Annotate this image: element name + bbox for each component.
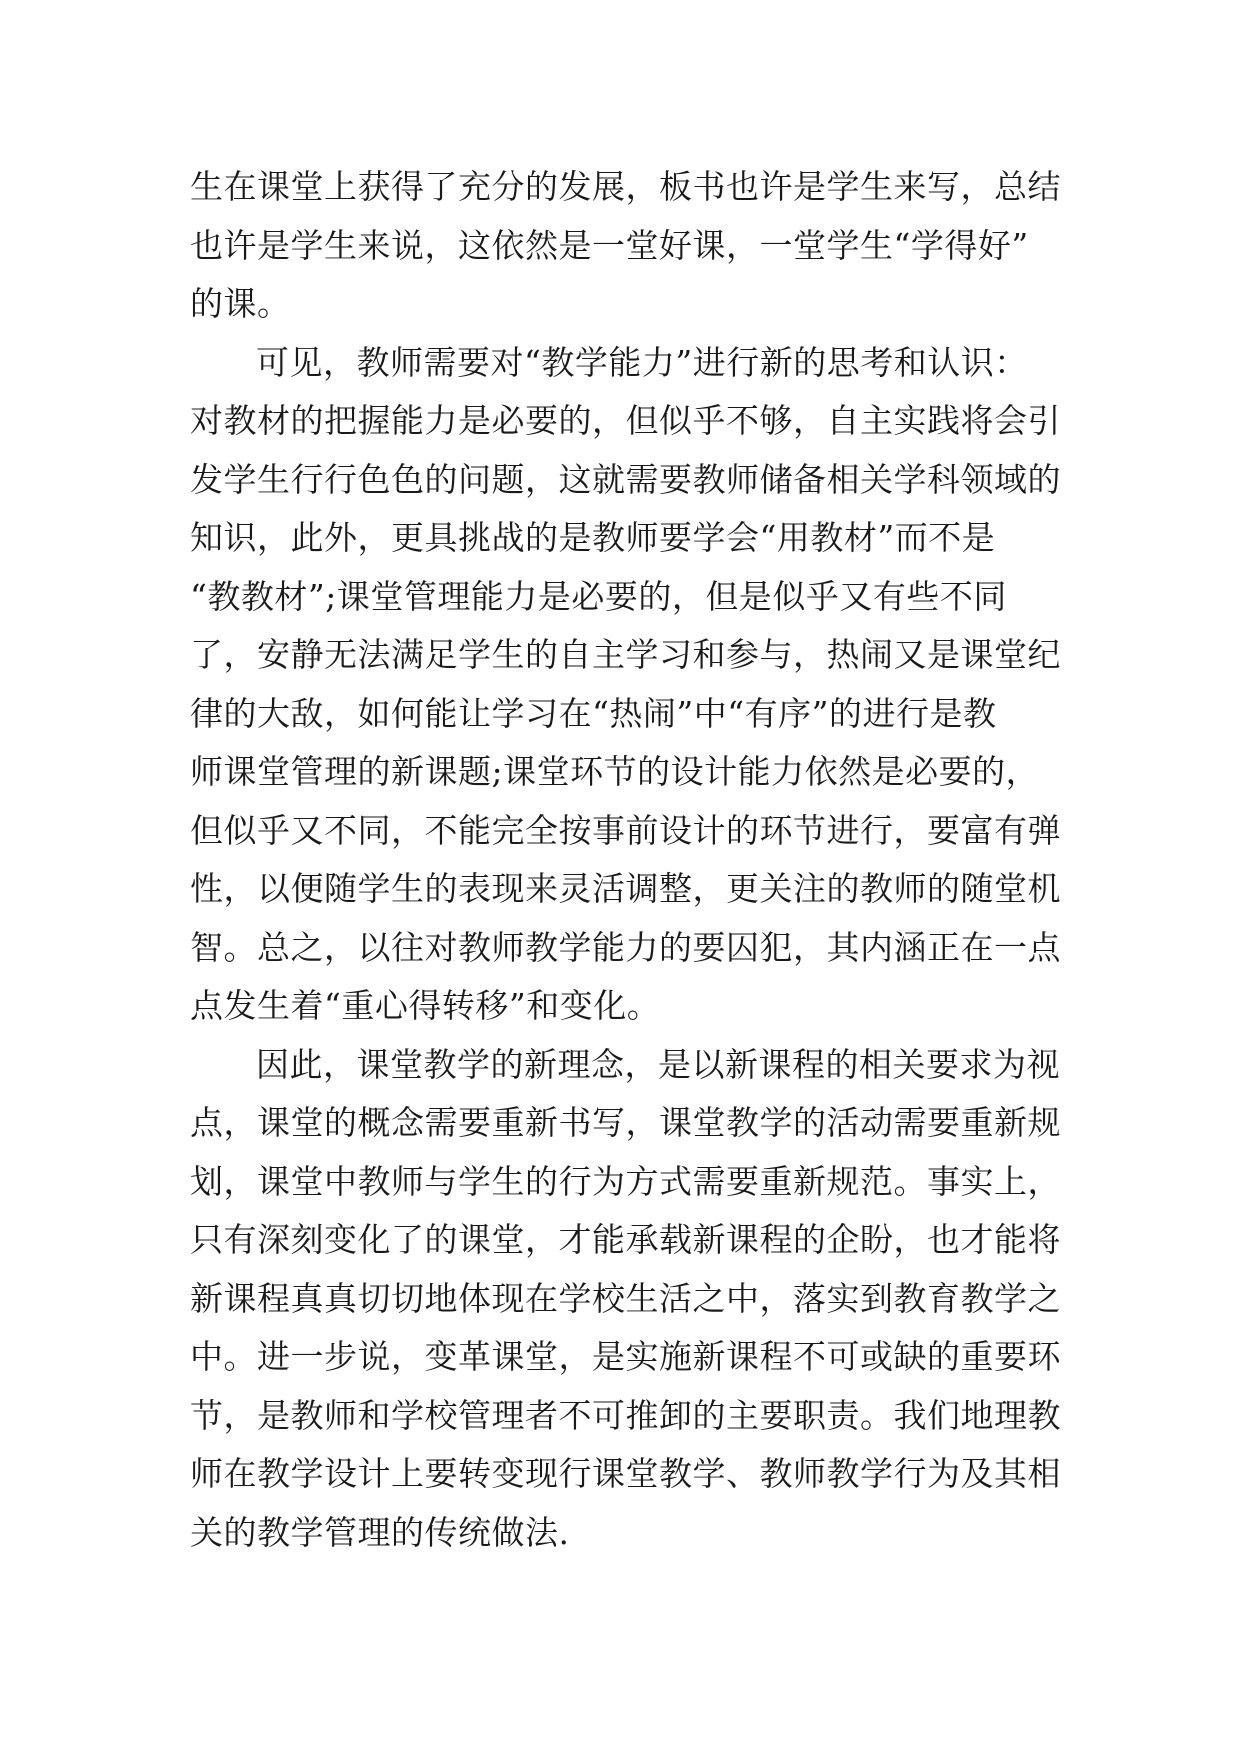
text-line: “教教材”;课堂管理能力是必要的，但是似乎又有些不同 — [190, 576, 1007, 616]
text-line: 节，是教师和学校管理者不可推卸的主要职责。我们地理教 — [190, 1395, 1061, 1435]
text-line: 关的教学管理的传统做法. — [190, 1512, 570, 1552]
text-line: 但似乎又不同，不能完全按事前设计的环节进行，要富有弹 — [190, 810, 1061, 850]
text-line: 新课程真真切切地体现在学校生活之中，落实到教育教学之 — [190, 1278, 1061, 1318]
text-line: 只有深刻变化了的课堂，才能承载新课程的企盼，也才能将 — [190, 1220, 1061, 1259]
text-line: 知识，此外，更具挑战的是教师要学会“用教材”而不是 — [190, 518, 996, 557]
text-line: 的课。 — [190, 284, 291, 323]
text-line: 师在教学设计上要转变现行课堂教学、教师教学行为及其相 — [190, 1454, 1061, 1493]
text-line: 性，以便随学生的表现来灵活调整，更关注的教师的随堂机 — [190, 869, 1061, 908]
text-line: 因此，课堂教学的新理念，是以新课程的相关要求为视 — [256, 1044, 1060, 1084]
text-line: 律的大敌，如何能让学习在“热闹”中“有序”的进行是教 — [190, 693, 997, 733]
text-line: 生在课堂上获得了充分的发展，板书也许是学生来写，总结 — [190, 167, 1061, 206]
text-line: 点，课堂的概念需要重新书写，课堂教学的活动需要重新规 — [190, 1103, 1061, 1142]
text-line: 可见，教师需要对“教学能力”进行新的思考和认识： — [256, 342, 1028, 382]
text-line: 也许是学生来说，这依然是一堂好课，一堂学生“学得好” — [190, 225, 1029, 265]
text-line: 点发生着“重心得转移”和变化。 — [190, 986, 661, 1025]
text-line: 了，安静无法满足学生的自主学习和参与，热闹又是课堂纪 — [190, 635, 1061, 674]
text-line: 对教材的把握能力是必要的，但似乎不够，自主实践将会引 — [190, 401, 1061, 440]
text-line: 师课堂管理的新课题;课堂环节的设计能力依然是必要的， — [190, 752, 1040, 791]
text-line: 发学生行行色色的问题，这就需要教师储备相关学科领域的 — [190, 459, 1061, 499]
document-body — [190, 158, 1060, 1562]
text-line: 中。进一步说，变革课堂，是实施新课程不可或缺的重要环 — [190, 1337, 1061, 1376]
text-line: 智。总之，以往对教师教学能力的要囚犯，其内涵正在一点 — [190, 927, 1061, 967]
text-line: 划，课堂中教师与学生的行为方式需要重新规范。事实上， — [190, 1161, 1061, 1201]
